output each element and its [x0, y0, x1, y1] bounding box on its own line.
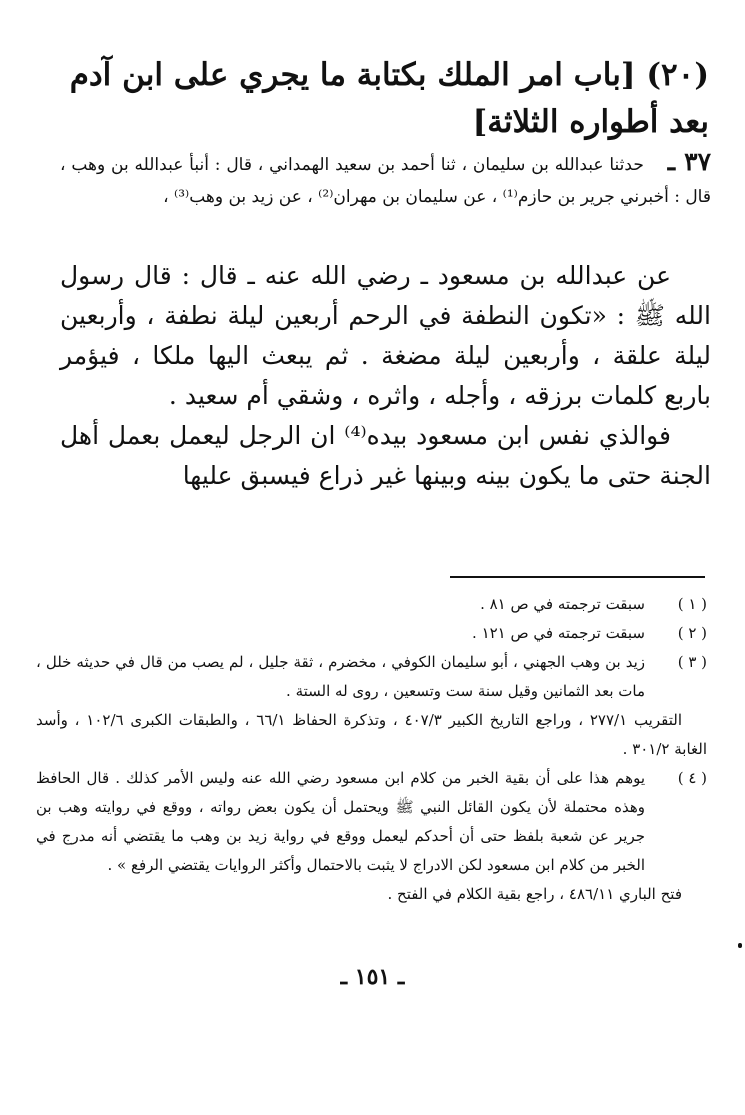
hadith-body: [60, 256, 711, 496]
footnotes: [36, 590, 707, 909]
footnote: [36, 619, 707, 648]
isnad-text: حدثنا عبدالله بن سليمان ، ثنا أحمد بن سعيد الهمداني ، قال : أنبأ عبدالله بن وهب ، قال : أخبرني جرير بن حازم⁽¹⁾ ، عن سليمان بن مهران⁽²⁾ ، عن زيد بن وهب⁽³⁾ ،: [60, 155, 711, 207]
footnote: [36, 764, 707, 880]
footnote: [36, 590, 707, 619]
hadith-isnad: [60, 146, 711, 213]
hadith-number: ٣٧ ـ: [667, 147, 711, 176]
footnote-key: ( ٤ ): [677, 769, 707, 787]
footnote-key: ( ١ ): [677, 595, 707, 613]
footnote-key: ( ٣ ): [677, 653, 707, 671]
footnote-key: ( ٢ ): [677, 624, 707, 642]
footnote-text: سبقت ترجمته في ص ٨١ .: [480, 595, 645, 613]
footnote: [36, 648, 707, 706]
footnote-text: سبقت ترجمته في ص ١٢١ .: [472, 624, 645, 642]
footnote-reference: فتح الباري ٤٨٦/١١ ، راجع بقية الكلام في الفتح .: [387, 885, 682, 903]
chapter-heading: (٢٠) [باب امر الملك بكتابة ما يجري على ابن آدم بعد أطواره الثلاثة]: [69, 57, 709, 140]
hadith-paragraph-2: فوالذي نفس ابن مسعود بيده⁽⁴⁾ ان الرجل ليعمل بعمل أهل الجنة حتى ما يكون بينه وبينها غير ذراع فيسبق عليها: [60, 421, 711, 490]
footnote-reference: التقريب ٢٧٧/١ ، وراجع التاريخ الكبير ٤٠٧/٣ ، وتذكرة الحفاظ ٦٦/١ ، والطبقات الكبرى ١٠٢/٦ ، وأسد الغابة ٣٠١/٢ .: [36, 711, 707, 758]
page-number: ـ ١٥١ ـ: [340, 964, 405, 990]
footnote-text: زيد بن وهب الجهني ، أبو سليمان الكوفي ، مخضرم ، ثقة جليل ، لم يصب من قال في حديثه خلل ، مات بعد الثمانين وقيل سنة ست وتسعين ، روى له الستة .: [36, 653, 645, 700]
footnote-divider: [450, 576, 705, 578]
hadith-paragraph-1: عن عبدالله بن مسعود ـ رضي الله عنه ـ قال : قال رسول الله ﷺ : «تكون النطفة في الرحم أربعين ليلة نطفة ، وأربعين ليلة علقة ، وأربعين ليلة مضغة . ثم يبعث اليها ملكا ، فيؤمر باربع كلمات برزقه ، وأجله ، واثره ، وشقي أم سعيد .: [60, 261, 711, 410]
margin-mark: [738, 943, 742, 948]
footnote-text: يوهم هذا على أن بقية الخبر من كلام ابن مسعود رضي الله عنه وليس الأمر كذلك . قال الحافظ وهذه محتملة لأن يكون القائل النبي ﷺ ويحتمل أن يكون بعض رواته ، ووقع في روايته وهب بن جرير عن شعبة بلفظ حتى أن أحدكم ليعمل ووقع في رواية زيد بن وهب ما يقتضي أنه مدرج في الخبر من كلام ابن مسعود لكن الادراج لا يثبت بالاحتمال وأكثر الروايات يقتضي الرفع » .: [36, 769, 645, 874]
